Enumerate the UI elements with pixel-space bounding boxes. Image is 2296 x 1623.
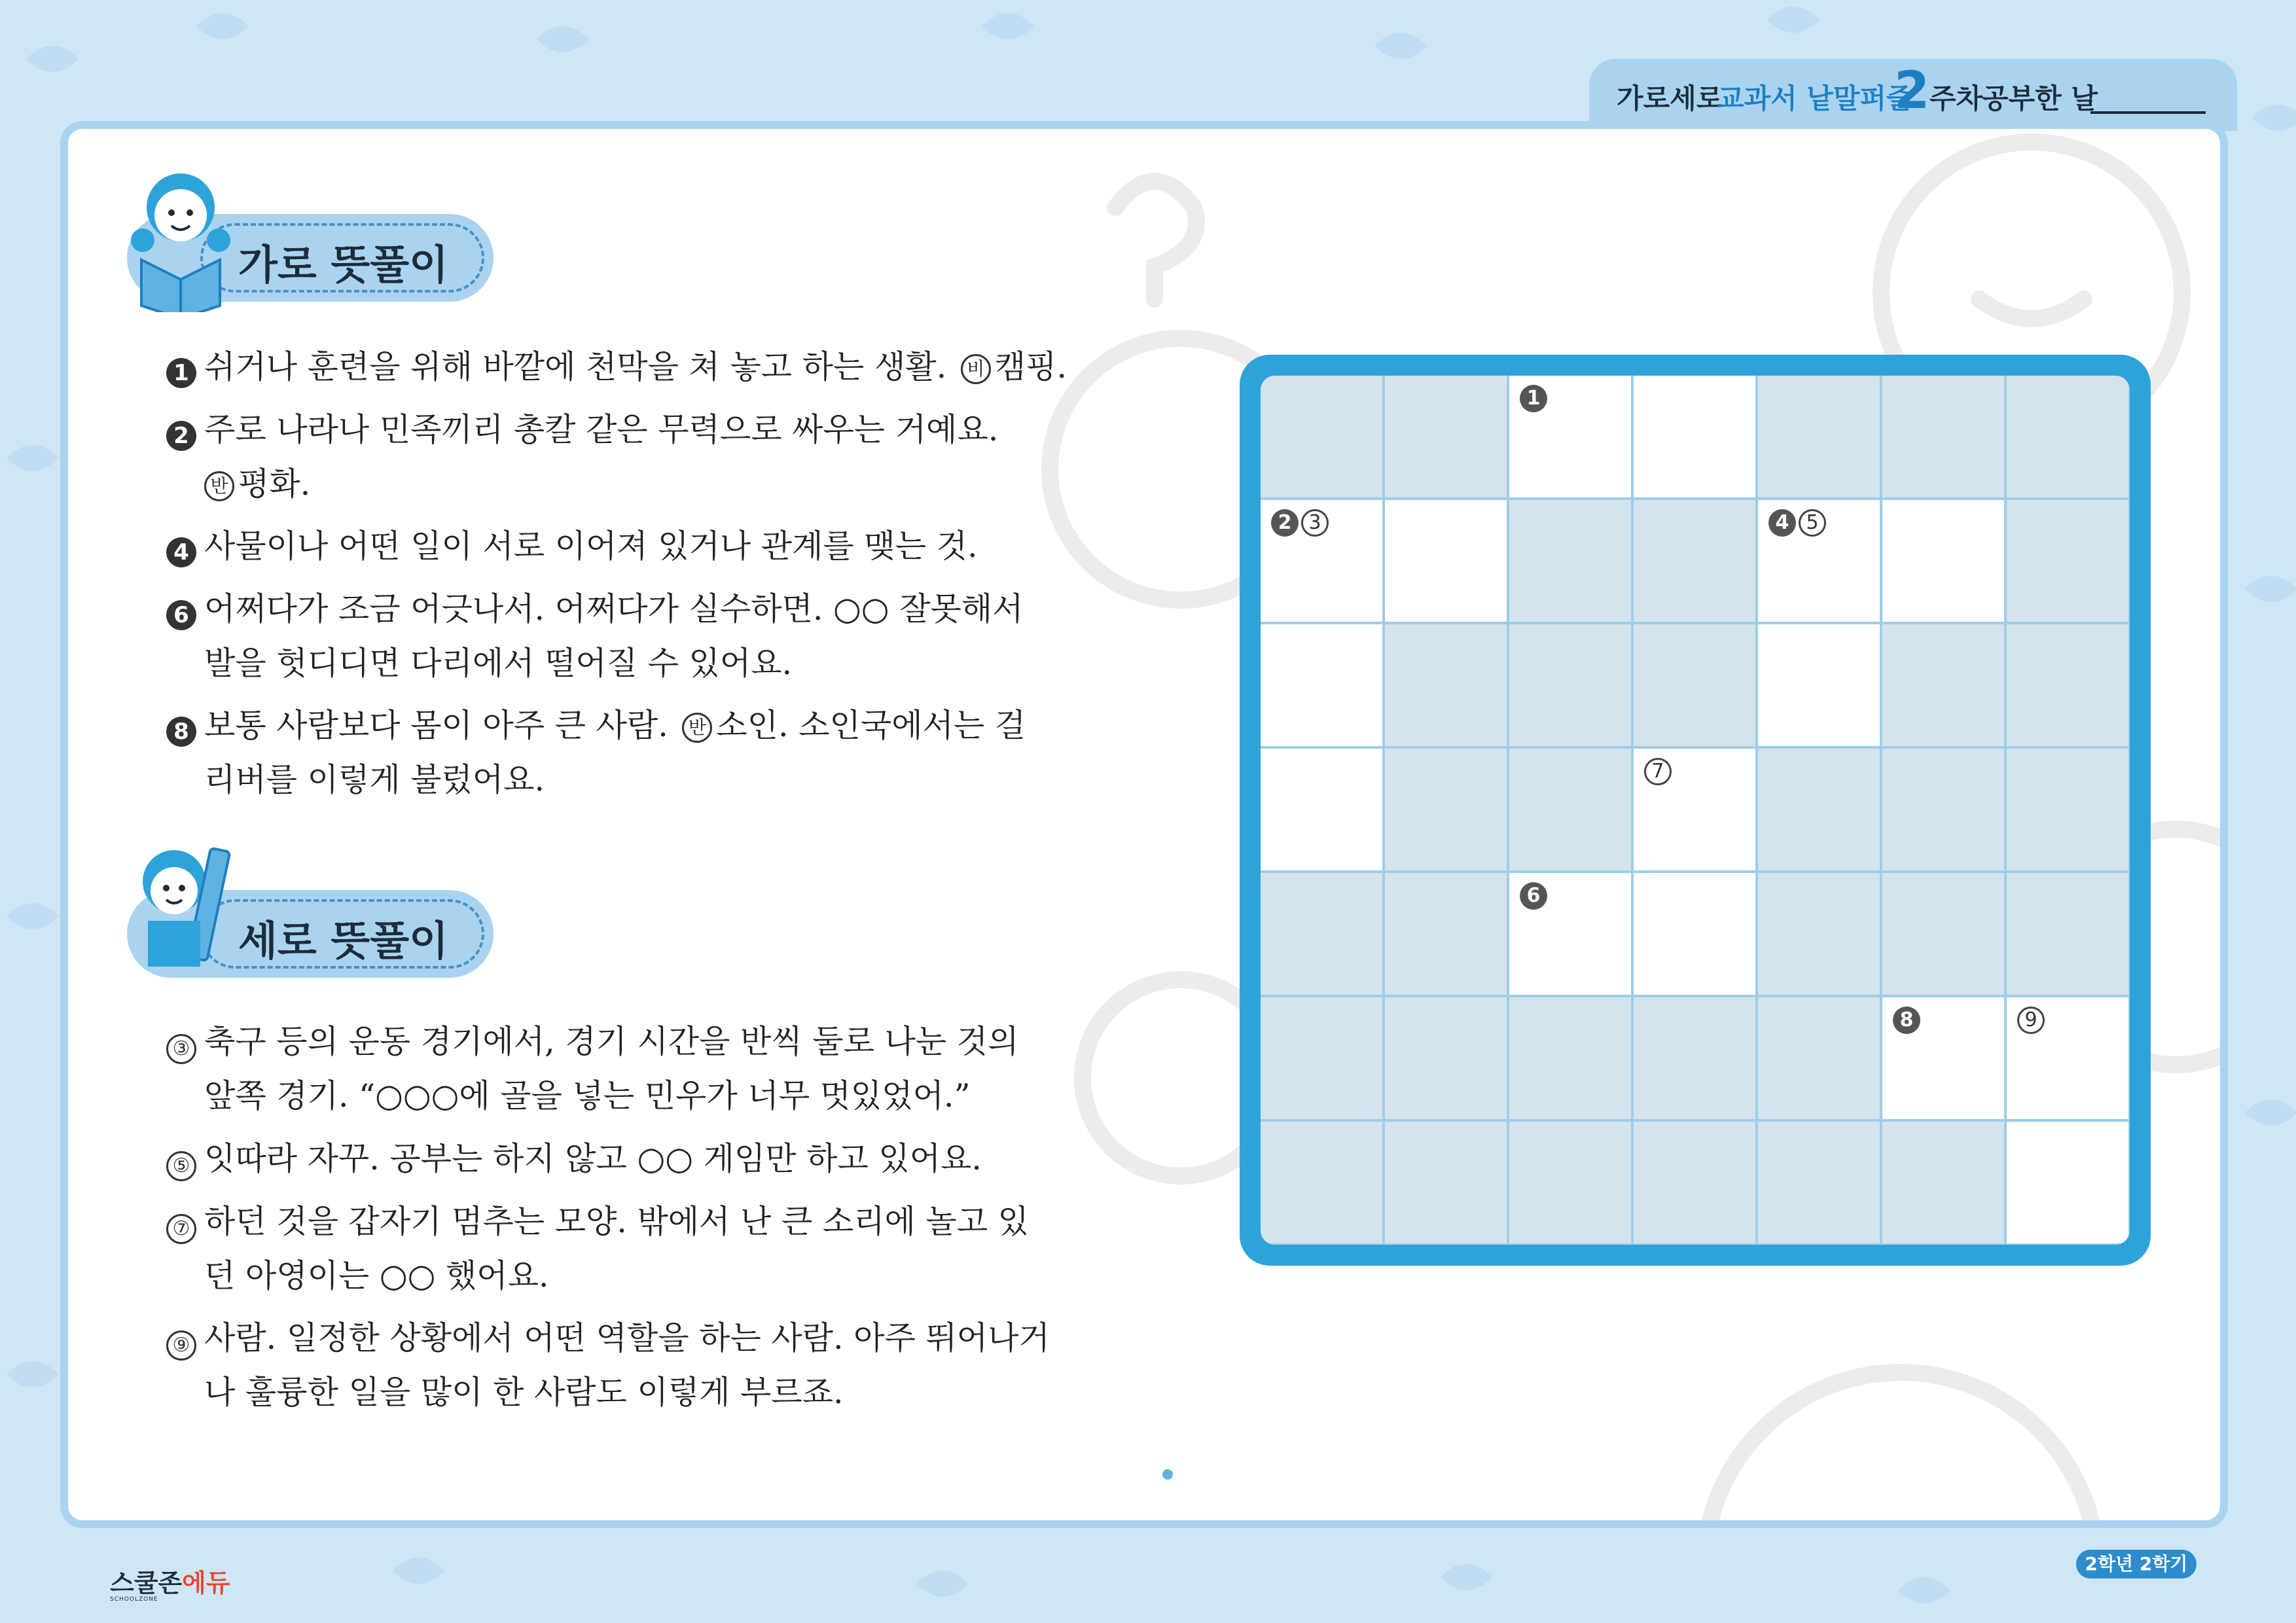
answer-cell[interactable]: [1758, 500, 1882, 624]
page-center-dot: [1162, 1469, 1173, 1480]
clue-number-badge: 4: [166, 537, 196, 567]
blocked-cell: [2007, 749, 2130, 873]
blocked-cell: [1385, 873, 1509, 997]
clue-number-badge: 8: [166, 717, 196, 747]
blocked-cell: [1634, 500, 1758, 624]
answer-cell[interactable]: [2007, 997, 2130, 1122]
clue-text: 축구 등의 운동 경기에서, 경기 시간을 반씩 둘로 나눈 것의: [204, 1023, 1019, 1060]
grade-badge: 2학년 2학기: [2076, 1550, 2197, 1578]
cell-number-label: [1520, 882, 1547, 910]
blocked-cell: [1385, 749, 1509, 873]
answer-cell[interactable]: [1758, 624, 1882, 749]
worksheet-page: [60, 121, 2228, 1528]
blocked-cell: [1758, 873, 1882, 997]
clue-number-badge: ⑦: [166, 1214, 196, 1244]
publisher-logo: [110, 1563, 230, 1603]
clue-text: 주로 나라나 민족끼리 총칼 같은 무력으로 싸우는 거예요.: [204, 411, 999, 448]
cell-number: 2: [1271, 509, 1299, 537]
blocked-cell: [1385, 624, 1509, 749]
blocked-cell: [1261, 997, 1385, 1122]
clue-text: 잇따라 자꾸. 공부는 하지 않고 ○○ 게임만 하고 있어요.: [204, 1140, 982, 1177]
logo-accent-text: 에듀: [182, 1569, 230, 1597]
blocked-cell: [1261, 376, 1385, 500]
blocked-cell: [1509, 749, 1634, 873]
across-clue-2: [166, 402, 1109, 511]
synonym-tag: 비: [961, 354, 991, 384]
answer-cell[interactable]: [1509, 376, 1634, 500]
answer-cell[interactable]: [1634, 873, 1758, 997]
across-clue-4: [166, 519, 1109, 573]
clue-number-badge: ③: [166, 1034, 196, 1064]
cell-number: 6: [1520, 882, 1547, 910]
blocked-cell: [1882, 749, 2007, 873]
clue-text: 보통 사람보다 몸이 아주 큰 사람.: [204, 707, 668, 744]
clue-continuation: 발을 헛디디면 다리에서 떨어질 수 있어요.: [204, 645, 793, 682]
blocked-cell: [1882, 376, 2007, 500]
blocked-cell: [1509, 997, 1634, 1122]
blocked-cell: [2007, 500, 2130, 624]
cell-number: 1: [1520, 385, 1547, 412]
blocked-cell: [1385, 997, 1509, 1122]
down-clue-5: [166, 1132, 1109, 1186]
cell-number: 5: [1799, 509, 1826, 537]
antonym-tag: 반: [682, 713, 712, 743]
cell-number-label: [1893, 1007, 1920, 1034]
answer-cell[interactable]: [1509, 873, 1634, 997]
logo-sub-text: SCHOOLZONE: [110, 1596, 158, 1603]
cell-number-label: [1520, 385, 1547, 412]
clue-continuation: 던 아영이는 ○○ 했어요.: [204, 1257, 549, 1294]
down-clue-3: [166, 1014, 1109, 1123]
study-day-blank: [2090, 111, 2206, 114]
clue-tag-text: 캠핑.: [994, 348, 1067, 385]
blocked-cell: [1385, 376, 1509, 500]
girl-reading-mascot-icon: [128, 162, 233, 312]
crossword-grid: [1261, 376, 2130, 1245]
cell-number-label: [1271, 509, 1329, 537]
header-tab: [1589, 59, 2237, 131]
clue-text: 어쩌다가 조금 어긋나서. 어쩌다가 실수하면. ○○ 잘못해서: [204, 590, 1024, 628]
blocked-cell: [1509, 1122, 1634, 1245]
answer-cell[interactable]: [1634, 749, 1758, 873]
down-section-title: 세로 뜻풀이: [238, 917, 449, 965]
antonym-tag: 반: [204, 471, 234, 501]
across-clue-8: [166, 698, 1109, 807]
clue-text: 하던 것을 갑자기 멈추는 모양. 밖에서 난 큰 소리에 놀고 있: [204, 1203, 1030, 1240]
cell-number: 9: [2017, 1007, 2045, 1034]
clue-number-badge: 6: [166, 600, 196, 630]
answer-cell[interactable]: [1385, 500, 1509, 624]
blocked-cell: [1634, 624, 1758, 749]
across-clue-1: [166, 340, 1109, 394]
clue-continuation: 리버를 이렇게 불렀어요.: [204, 761, 545, 798]
blocked-cell: [1634, 997, 1758, 1122]
answer-cell[interactable]: [2007, 1122, 2130, 1245]
cell-number: 7: [1644, 758, 1672, 785]
clue-tag-text: 소인. 소인국에서는 걸: [716, 707, 1026, 744]
header-title-part2: 교과서 낱말퍼즐: [1717, 82, 1913, 115]
cell-number-label: [1644, 758, 1672, 785]
logo-main-text: 스쿨존: [110, 1569, 183, 1597]
clue-number-badge: 2: [166, 421, 196, 451]
blocked-cell: [1882, 624, 2007, 749]
clue-number-badge: ⑤: [166, 1151, 196, 1181]
cell-number-label: [2017, 1007, 2045, 1034]
cell-number-label: [1768, 509, 1826, 537]
cell-number: 8: [1893, 1007, 1920, 1034]
blocked-cell: [2007, 624, 2130, 749]
week-unit: 주차: [1929, 82, 1983, 115]
clue-text: 사물이나 어떤 일이 서로 이어져 있거나 관계를 맺는 것.: [204, 527, 978, 565]
blocked-cell: [1882, 1122, 2007, 1245]
clue-number-badge: ⑨: [166, 1330, 196, 1361]
answer-cell[interactable]: [1261, 749, 1385, 873]
answer-cell[interactable]: [1261, 624, 1385, 749]
clue-continuation: 나 훌륭한 일을 많이 한 사람도 이렇게 부르죠.: [204, 1374, 844, 1411]
blocked-cell: [1634, 1122, 1758, 1245]
blocked-cell: [1261, 1122, 1385, 1245]
blocked-cell: [1758, 1122, 1882, 1245]
header-title-part1: 가로세로: [1617, 82, 1723, 115]
cell-number: 3: [1301, 509, 1329, 537]
crossword-frame: [1240, 355, 2151, 1266]
blocked-cell: [1509, 500, 1634, 624]
down-clue-7: [166, 1194, 1109, 1303]
down-clue-9: [166, 1311, 1109, 1419]
blocked-cell: [1758, 749, 1882, 873]
blocked-cell: [1758, 376, 1882, 500]
clue-number-badge: 1: [166, 358, 196, 388]
blocked-cell: [1385, 1122, 1509, 1245]
blocked-cell: [2007, 873, 2130, 997]
across-section-title: 가로 뜻풀이: [238, 241, 449, 289]
blocked-cell: [1758, 997, 1882, 1122]
blocked-cell: [1509, 624, 1634, 749]
answer-cell[interactable]: [1882, 997, 2007, 1122]
answer-cell[interactable]: [1261, 500, 1385, 624]
blocked-cell: [1882, 873, 2007, 997]
blocked-cell: [1261, 873, 1385, 997]
clue-continuation: 앞쪽 경기. “○○○에 골을 넣는 민우가 너무 멋있었어.”: [204, 1077, 971, 1115]
clue-tag-text: 평화.: [238, 465, 311, 503]
clue-text: 쉬거나 훈련을 위해 바깥에 천막을 쳐 놓고 하는 생활.: [204, 348, 947, 385]
answer-cell[interactable]: [1634, 376, 1758, 500]
clue-text: 사람. 일정한 상황에서 어떤 역할을 하는 사람. 아주 뛰어나거: [204, 1319, 1050, 1357]
boy-with-pencil-mascot-icon: [128, 836, 233, 986]
across-clue-6: [166, 582, 1109, 690]
answer-cell[interactable]: [1882, 500, 2007, 624]
cell-number: 4: [1768, 509, 1796, 537]
study-day-label: 공부한 날: [1982, 82, 2098, 115]
week-number: 2: [1894, 62, 1930, 120]
blocked-cell: [2007, 376, 2130, 500]
